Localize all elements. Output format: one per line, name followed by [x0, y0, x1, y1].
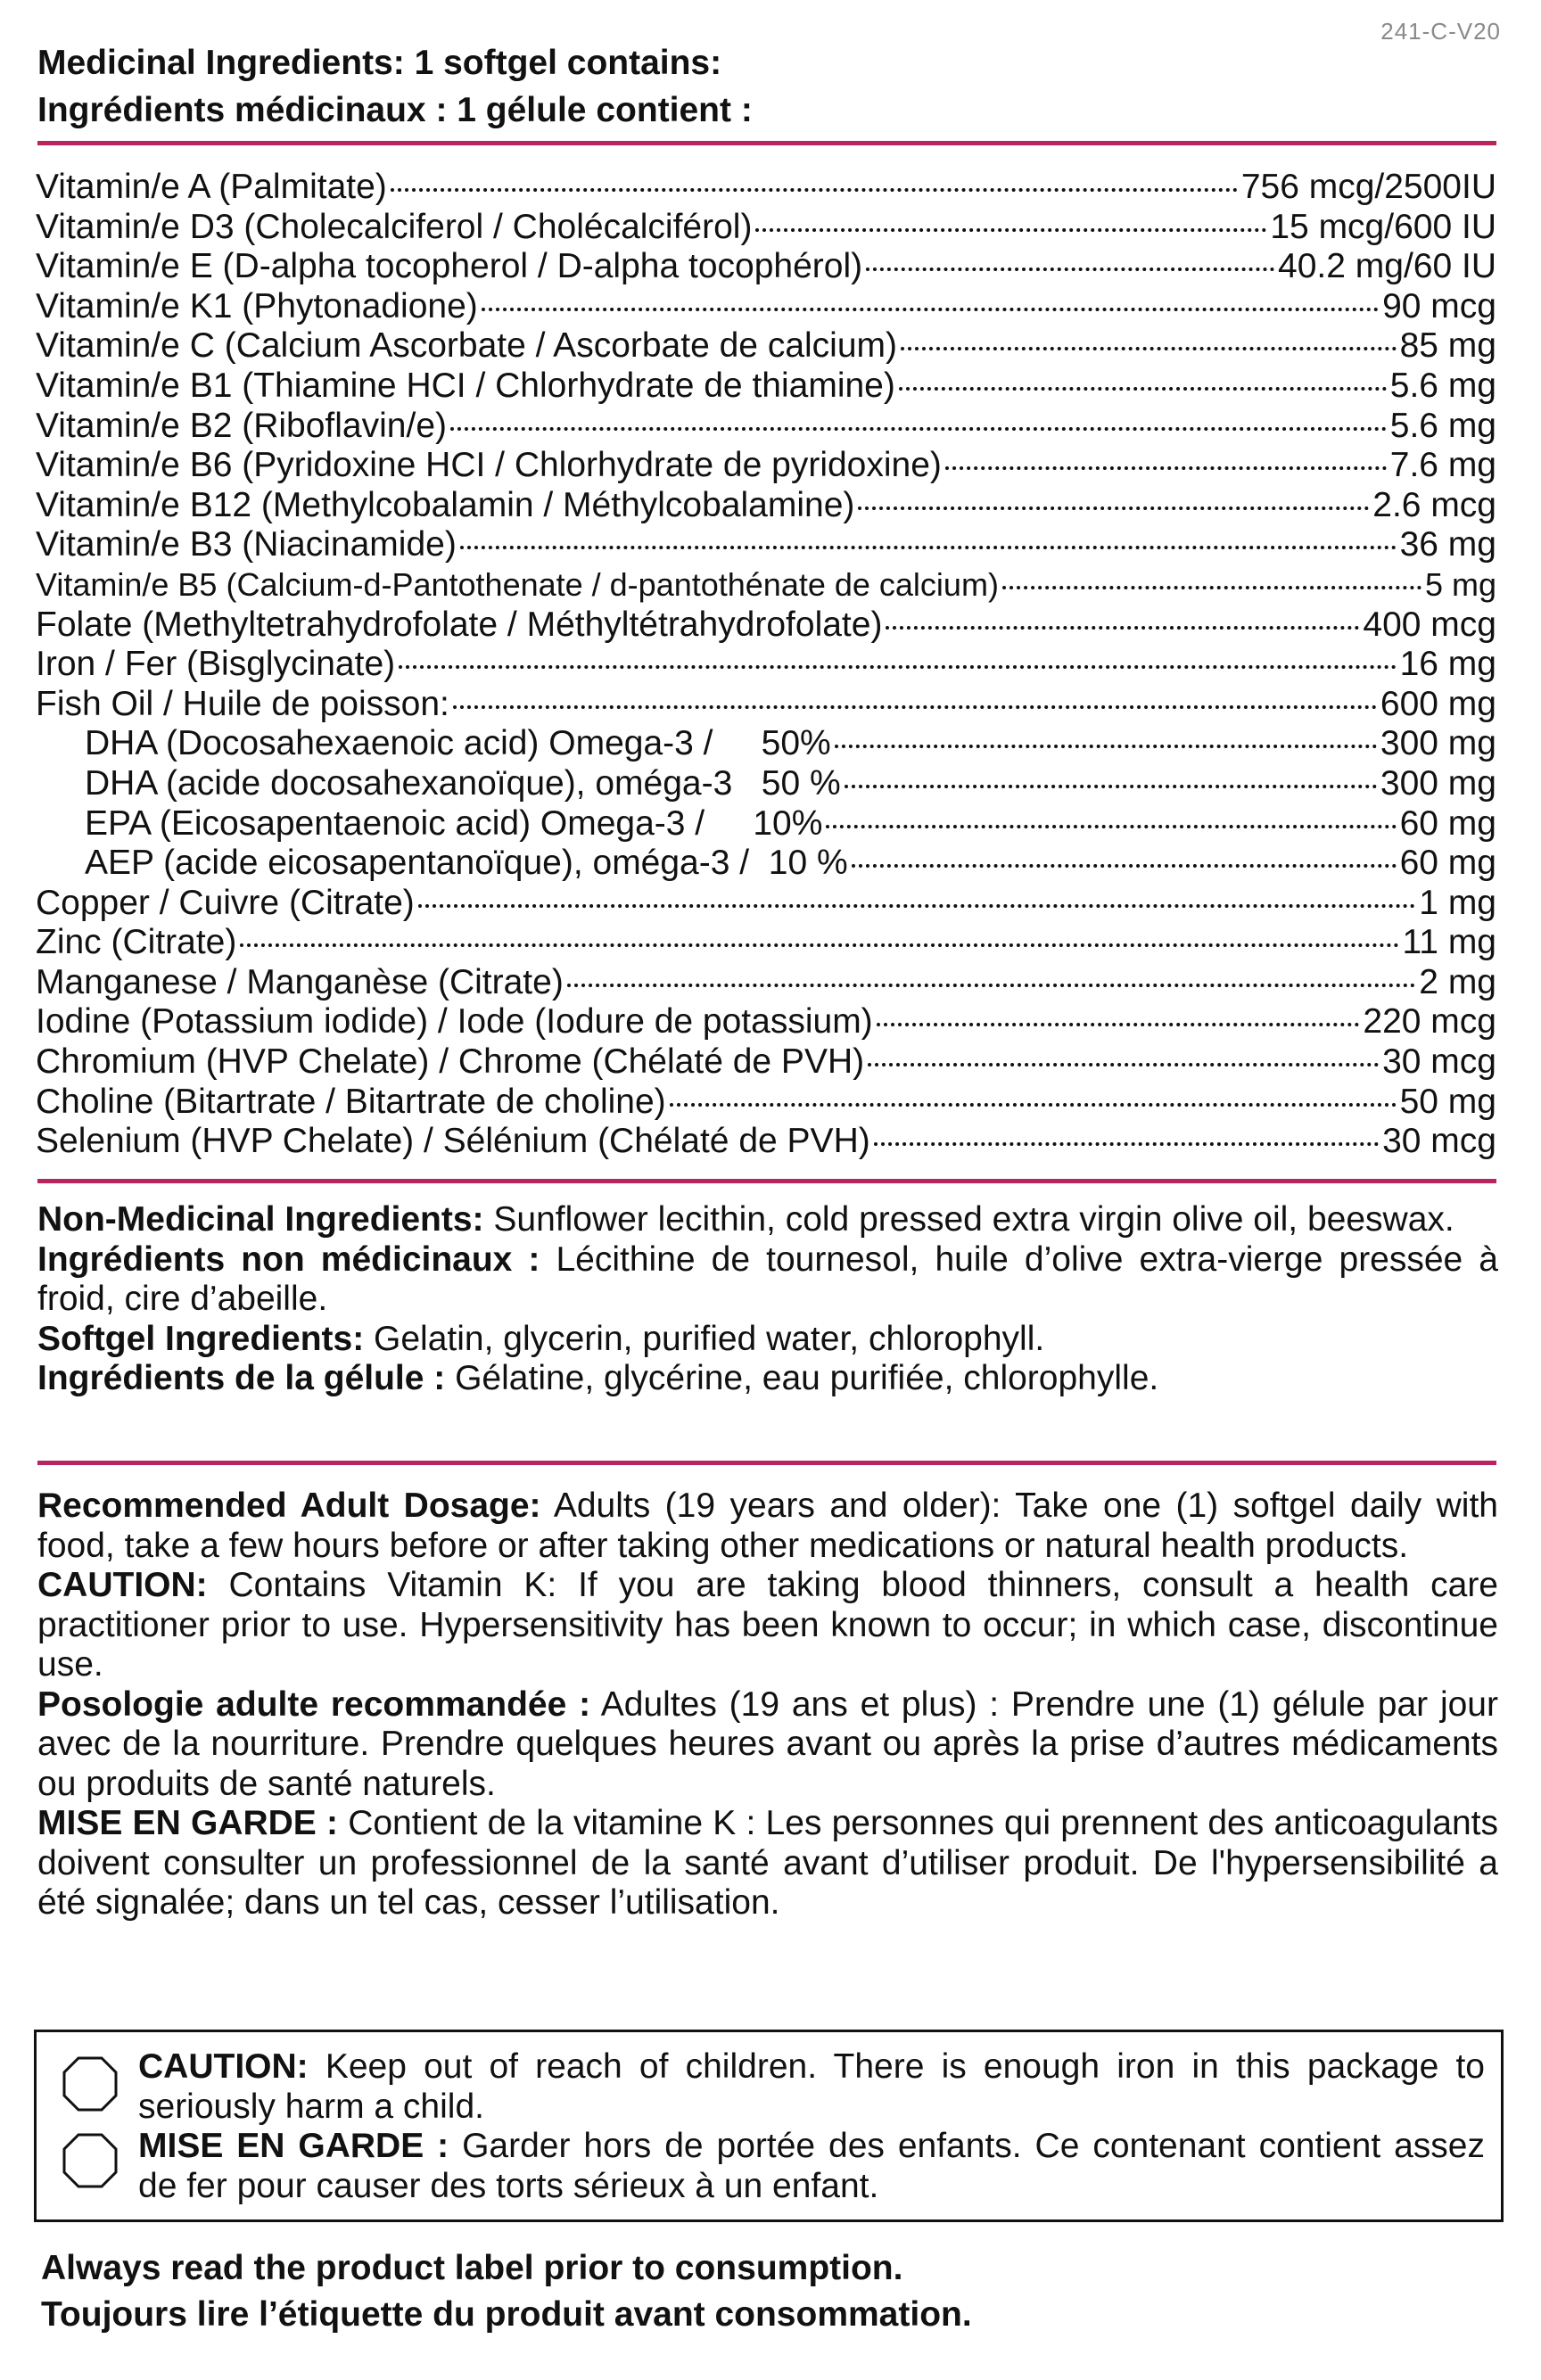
- divider-nonmedicinal: [37, 1461, 1496, 1465]
- ingredient-list: [36, 168, 1496, 1162]
- ingredient-row: [36, 884, 1496, 924]
- ingredient-name: Vitamin/e E (D-alpha tocopherol / D-alpha tocophérol): [36, 247, 863, 286]
- ingredient-name: Vitamin/e B2 (Riboflavin/e): [36, 406, 447, 445]
- dosage-section: [37, 1486, 1498, 1923]
- ingredient-row: [36, 724, 1496, 764]
- ingredient-dose: 7.6 mg: [1389, 446, 1496, 485]
- dosage-en-text: Adults (19 years and older): Take one (1) softgel daily with food, take a few hours before or after taking other medications or natural health products.: [37, 1486, 1498, 1565]
- header-en: Medicinal Ingredients: 1 softgel contains:: [37, 44, 722, 82]
- ingredient-name: EPA (Eicosapentaenoic acid) Omega-3 / 10%: [85, 803, 823, 843]
- dot-leader: [450, 427, 1387, 431]
- ingredient-dose: 1 mg: [1419, 883, 1496, 922]
- ingredient-name: DHA (Docosahexaenoic acid) Omega-3 / 50%: [85, 724, 831, 763]
- ingredient-name: Vitamin/e D3 (Cholecalciferol / Cholécalciférol): [36, 207, 753, 246]
- dot-leader: [835, 745, 1377, 748]
- ingredient-dose: 400 mcg: [1363, 605, 1496, 644]
- ingredient-name: Iron / Fer (Bisglycinate): [36, 645, 396, 684]
- warning-en-label: CAUTION:: [138, 2047, 309, 2086]
- dot-leader: [945, 466, 1387, 470]
- softgel-en: [37, 1320, 1498, 1360]
- ingredient-row: [36, 645, 1496, 685]
- dot-leader: [858, 506, 1369, 510]
- dot-leader: [399, 665, 1396, 669]
- ingredient-name: Vitamin/e B3 (Niacinamide): [36, 525, 457, 564]
- ingredient-name: Vitamin/e A (Palmitate): [36, 168, 387, 206]
- ingredient-name: AEP (acide eicosapentanoïque), oméga-3 / 10 %: [85, 844, 848, 883]
- ingredient-dose: 756 mcg/2500IU: [1240, 168, 1496, 206]
- label-version-code: 241-C-V20: [1380, 18, 1501, 45]
- ingredient-row: [36, 525, 1496, 565]
- ingredient-dose: 220 mcg: [1363, 1002, 1496, 1042]
- dot-leader: [391, 188, 1238, 192]
- dot-leader: [453, 705, 1377, 709]
- non-medicinal-fr-label: Ingrédients non médicinaux :: [37, 1239, 540, 1279]
- dosage-en: [37, 1486, 1498, 1566]
- ingredient-dose: 11 mg: [1402, 923, 1496, 962]
- ingredient-name: Folate (Methyltetrahydrofolate / Méthyltétrahydrofolate): [36, 605, 883, 644]
- ingredient-dose: 36 mg: [1399, 525, 1496, 564]
- ingredient-row: [36, 486, 1496, 526]
- ingredient-dose: 5.6 mg: [1389, 366, 1496, 405]
- ingredient-row: [36, 1002, 1496, 1042]
- ingredient-row: [36, 247, 1496, 287]
- dot-leader: [866, 268, 1274, 271]
- ingredient-row: [36, 168, 1496, 208]
- ingredient-row: [36, 844, 1496, 884]
- dosage-fr-label: Posologie adulte recommandée :: [37, 1684, 591, 1724]
- warning-fr-text: Garder hors de portée des enfants. Ce contenant contient assez de fer pour causer des torts sérieux à un enfant.: [138, 2127, 1485, 2205]
- dot-leader: [845, 785, 1377, 788]
- softgel-fr: [37, 1359, 1498, 1399]
- ingredient-row: [36, 804, 1496, 844]
- non-medicinal-en-text: Sunflower lecithin, cold pressed extra virgin olive oil, beeswax.: [483, 1200, 1454, 1239]
- non-medicinal-fr: [37, 1240, 1498, 1320]
- caution-fr-text: Contient de la vitamine K : Les personnes qui prennent des anticoagulants doivent consulter un professionnel de la santé avant d’utiliser produit. De l'hypersensibilité a été signalée; dans un tel cas, cesser l’utilisation.: [37, 1804, 1498, 1922]
- dosage-fr: [37, 1685, 1498, 1805]
- non-medicinal-en-label: Non-Medicinal Ingredients:: [37, 1200, 484, 1239]
- ingredient-dose: 30 mcg: [1382, 1042, 1496, 1082]
- non-medicinal-fr-text: Lécithine de tournesol, huile d’olive extra-vierge pressée à froid, cire d’abeille.: [37, 1239, 1499, 1318]
- ingredient-name: Chromium (HVP Chelate) / Chrome (Chélaté de PVH): [36, 1042, 865, 1082]
- caution-en-label: CAUTION:: [37, 1566, 208, 1604]
- ingredient-name: Zinc (Citrate): [36, 923, 237, 962]
- dot-leader: [418, 904, 1416, 908]
- divider-ingredients: [37, 1179, 1496, 1183]
- warning-en-text: Keep out of reach of children. There is enough iron in this package to seriously harm a child.: [138, 2047, 1485, 2126]
- ingredient-name: Manganese / Manganèse (Citrate): [36, 962, 564, 1001]
- warning-fr-text-block: [138, 2127, 1485, 2206]
- ingredient-row: [36, 764, 1496, 804]
- octagon-warning-icon: [62, 2132, 119, 2189]
- ingredient-dose: 30 mcg: [1382, 1122, 1496, 1161]
- ingredient-name: Vitamin/e B5 (Calcium-d-Pantothenate / d-pantothénate de calcium): [36, 565, 999, 603]
- warning-fr-label: MISE EN GARDE :: [138, 2127, 449, 2165]
- dot-leader: [899, 387, 1387, 391]
- ingredient-name: Copper / Cuivre (Citrate): [36, 883, 415, 922]
- ingredient-dose: 60 mg: [1399, 803, 1496, 843]
- warning-en: [138, 2047, 1485, 2127]
- header-fr: Ingrédients médicinaux : 1 gélule contient :: [37, 91, 753, 129]
- ingredient-row: [36, 1042, 1496, 1083]
- ingredient-row: [36, 605, 1496, 646]
- divider-top: [37, 141, 1496, 145]
- dot-leader: [874, 1142, 1379, 1146]
- ingredient-row: [36, 1122, 1496, 1162]
- dot-leader: [877, 1023, 1360, 1026]
- caution-fr: [37, 1804, 1498, 1923]
- ingredient-name: Fish Oil / Huile de poisson:: [36, 684, 449, 723]
- ingredient-dose: 2.6 mcg: [1372, 485, 1496, 524]
- dot-leader: [567, 984, 1415, 987]
- ingredient-dose: 60 mg: [1399, 844, 1496, 883]
- ingredient-row: [36, 923, 1496, 963]
- dot-leader: [886, 626, 1359, 630]
- ingredient-row: [36, 407, 1496, 447]
- ingredient-name: Choline (Bitartrate / Bitartrate de choline): [36, 1082, 666, 1121]
- ingredient-dose: 16 mg: [1399, 645, 1496, 684]
- ingredient-dose: 600 mg: [1380, 684, 1496, 723]
- ingredient-row: [36, 287, 1496, 327]
- ingredient-name: Vitamin/e B6 (Pyridoxine HCI / Chlorhydrate de pyridoxine): [36, 446, 942, 485]
- dot-leader: [482, 308, 1379, 311]
- softgel-fr-label: Ingrédients de la gélule :: [37, 1359, 446, 1397]
- ingredient-name: Selenium (HVP Chelate) / Sélénium (Chélaté de PVH): [36, 1122, 870, 1161]
- dot-leader: [755, 228, 1266, 232]
- ingredient-row: [36, 685, 1496, 725]
- dot-leader: [670, 1103, 1397, 1107]
- caution-en: [37, 1566, 1498, 1685]
- ingredient-dose: 85 mg: [1399, 326, 1496, 366]
- dot-leader: [852, 864, 1397, 868]
- ingredient-dose: 300 mg: [1380, 724, 1496, 763]
- footer-notice: [41, 2245, 1504, 2338]
- dot-leader: [868, 1063, 1379, 1066]
- ingredient-dose: 5.6 mg: [1389, 406, 1496, 445]
- dot-leader: [901, 347, 1397, 350]
- ingredient-name: Vitamin/e B12 (Methylcobalamin / Méthylcobalamine): [36, 485, 855, 524]
- ingredient-dose: 50 mg: [1399, 1082, 1496, 1121]
- ingredient-dose: 40.2 mg/60 IU: [1278, 247, 1496, 286]
- non-medicinal-section: [37, 1200, 1498, 1399]
- warning-fr: [138, 2127, 1485, 2206]
- child-warning-box: [34, 2030, 1504, 2222]
- ingredient-name: Iodine (Potassium iodide) / Iode (Iodure de potassium): [36, 1002, 873, 1042]
- softgel-en-text: Gelatin, glycerin, purified water, chlorophyll.: [364, 1319, 1045, 1358]
- ingredient-row: [36, 963, 1496, 1003]
- medicinal-ingredients-header: [37, 39, 1500, 134]
- ingredient-dose: 5 mg: [1424, 565, 1496, 603]
- ingredient-row: [36, 565, 1496, 605]
- dot-leader: [826, 825, 1396, 828]
- ingredient-dose: 2 mg: [1419, 962, 1496, 1001]
- caution-en-text: Contains Vitamin K: If you are taking blood thinners, consult a health care practitioner prior to use. Hypersensitivity has been known to occur; in which case, discontinue use.: [37, 1566, 1498, 1684]
- softgel-fr-text: Gélatine, glycérine, eau purifiée, chlorophylle.: [445, 1359, 1159, 1397]
- footer-fr: Toujours lire l’étiquette du produit avant consommation.: [41, 2295, 972, 2334]
- ingredient-row: [36, 366, 1496, 407]
- ingredient-name: Vitamin/e C (Calcium Ascorbate / Ascorbate de calcium): [36, 326, 898, 366]
- ingredient-dose: 90 mcg: [1382, 286, 1496, 325]
- ingredient-row: [36, 326, 1496, 366]
- ingredient-row: [36, 208, 1496, 248]
- ingredient-name: Vitamin/e B1 (Thiamine HCI / Chlorhydrate de thiamine): [36, 366, 895, 405]
- non-medicinal-en: [37, 1200, 1498, 1240]
- ingredient-dose: 15 mcg/600 IU: [1270, 207, 1496, 246]
- dot-leader: [460, 546, 1397, 549]
- ingredient-dose: 300 mg: [1380, 763, 1496, 803]
- caution-fr-label: MISE EN GARDE :: [37, 1804, 338, 1842]
- warning-en-text-block: [138, 2047, 1485, 2127]
- ingredient-row: [36, 1083, 1496, 1123]
- ingredient-row: [36, 446, 1496, 486]
- ingredient-name: DHA (acide docosahexanoïque), oméga-3 50 %: [85, 763, 841, 803]
- dot-leader: [240, 943, 1398, 947]
- ingredient-name: Vitamin/e K1 (Phytonadione): [36, 286, 478, 325]
- footer-en: Always read the product label prior to consumption.: [41, 2249, 903, 2287]
- dot-leader: [1002, 586, 1422, 589]
- octagon-warning-icon: [62, 2055, 119, 2112]
- dosage-en-label: Recommended Adult Dosage:: [37, 1486, 541, 1525]
- softgel-en-label: Softgel Ingredients:: [37, 1319, 365, 1358]
- dosage-fr-text: Adultes (19 ans et plus) : Prendre une (1) gélule par jour avec de la nourriture. Prendre quelques heures avant ou après la prise d’autres médicaments ou produits de santé naturels.: [37, 1684, 1498, 1803]
